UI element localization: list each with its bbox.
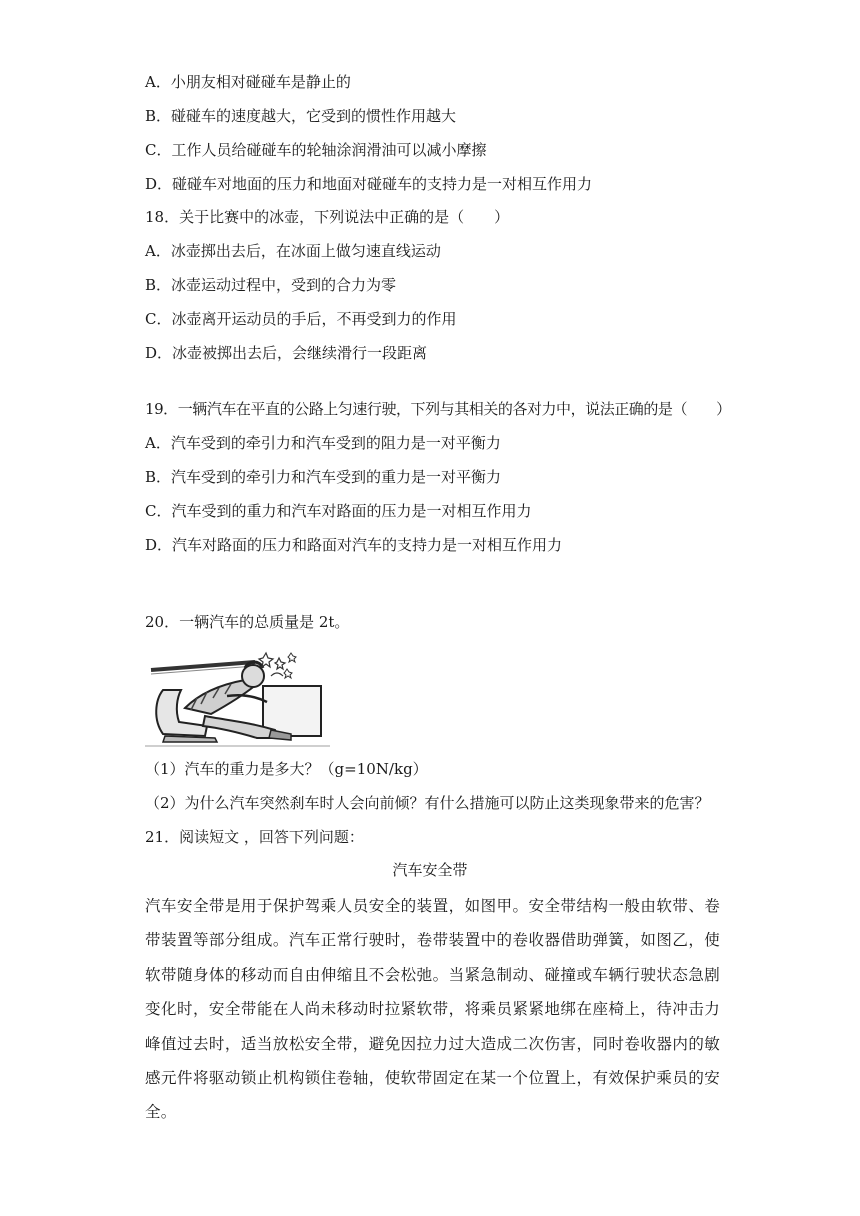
q18-stem: 18．关于比赛中的冰壶，下列说法中正确的是（ ） xyxy=(145,208,510,226)
article-paragraph: 汽车安全带是用于保护驾乘人员安全的装置，如图甲。安全带结构一般由软带、卷带装置等部分组成。汽车正常行驶时，卷带装置中的卷收器借助弹簧，如图乙，使软带随身体的移动而自由伸缩且不会松弛。当紧急制动、碰撞或车辆行驶状态急剧变化时，安全带能在人尚未移动时拉紧软带，将乘员紧紧地绑在座椅上，待冲击力峰值过去时，适当放松安全带，避免因拉力过大造成二次伤害，同时卷收器内的敏感元件将驱动锁止机构锁住卷轴，使软带固定在某一个位置上，有效保护乘员的安全。 xyxy=(145,897,720,1122)
q19-option-b: B．汽车受到的牵引力和汽车受到的重力是一对平衡力 xyxy=(145,468,502,486)
driver-braking-illustration xyxy=(145,650,330,748)
q18-option-d: D．冰壶被掷出去后，会继续滑行一段距离 xyxy=(145,344,428,362)
q18-option-c: C．冰壶离开运动员的手后，不再受到力的作用 xyxy=(145,310,457,328)
q17-option-a: A．小朋友相对碰碰车是静止的 xyxy=(145,73,351,91)
q17-option-b: B．碰碰车的速度越大，它受到的惯性作用越大 xyxy=(145,107,457,125)
q21-stem: 21．阅读短文 ，回答下列问题： xyxy=(145,828,364,846)
q19-option-d: D．汽车对路面的压力和路面对汽车的支持力是一对相互作用力 xyxy=(145,536,563,554)
q17-option-c: C．工作人员给碰碰车的轮轴涂润滑油可以减小摩擦 xyxy=(145,141,487,159)
q18-option-a: A．冰壶掷出去后，在冰面上做匀速直线运动 xyxy=(145,242,441,260)
q19-option-c: C．汽车受到的重力和汽车对路面的压力是一对相互作用力 xyxy=(145,502,532,520)
q18-option-b: B．冰壶运动过程中，受到的合力为零 xyxy=(145,276,397,294)
q19-option-a: A．汽车受到的牵引力和汽车受到的阻力是一对平衡力 xyxy=(145,434,501,452)
q19-stem: 19．一辆汽车在平直的公路上匀速行驶，下列与其相关的各对力中，说法正确的是（ ） xyxy=(145,400,731,418)
article-title: 汽车安全带 xyxy=(392,861,468,879)
q17-option-d: D．碰碰车对地面的压力和地面对碰碰车的支持力是一对相互作用力 xyxy=(145,175,593,193)
q20-sub-question-2: （2）为什么汽车突然刹车时人会向前倾？有什么措施可以防止这类现象带来的危害？ xyxy=(145,794,710,812)
q20-sub-question-1: （1）汽车的重力是多大？（g=10N/kg） xyxy=(145,760,428,778)
q20-stem: 20．一辆汽车的总质量是 2t。 xyxy=(145,613,350,631)
